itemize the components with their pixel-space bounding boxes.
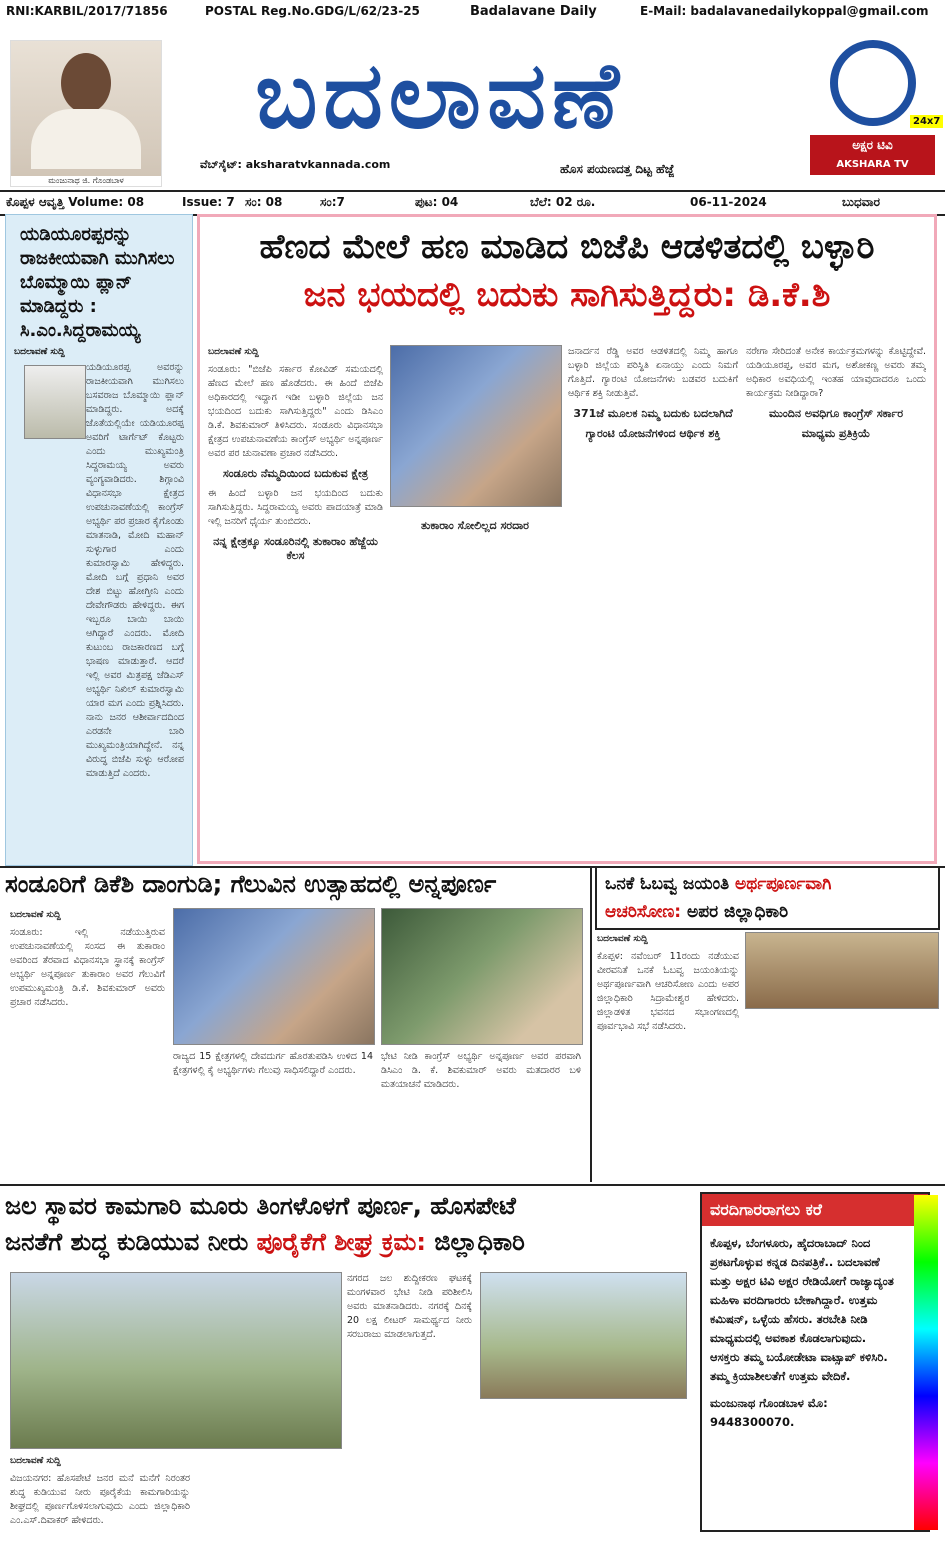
lead-subhead-2: ನನ್ನ ಕ್ಷೇತ್ರಕ್ಕೂ ಸಂಡೂರಿನಲ್ಲಿ ತುಕಾರಾಂ ಹೆಜ್ಜೆಯ ಕೆಲಸ <box>213 535 378 562</box>
paper-logo: ಬದಲಾವಣೆ <box>255 42 625 149</box>
photo-head <box>61 53 111 113</box>
lead-subhead-5: ಗ್ಯಾರಂಟಿ ಯೋಜನೆಗಳಿಂದ ಆರ್ಥಿಕ ಶಕ್ತಿ <box>585 427 721 440</box>
obavva-headline-part1: ಒನಕೆ ಓಬವ್ವ ಜಯಂತಿ <box>605 874 730 894</box>
lead-story <box>197 214 937 864</box>
date: 06-11-2024 <box>690 195 767 209</box>
obavva-byline: ಬದಲಾವಣೆ ಸುದ್ದಿ <box>597 934 648 944</box>
water-headline-line2a: ಜನತೆಗೆ ಶುದ್ಧ ಕುಡಿಯುವ ನೀರು <box>5 1228 249 1256</box>
sandur-story <box>5 908 585 1180</box>
sandur-byline: ಬದಲಾವಣೆ ಸುದ್ದಿ <box>10 910 61 920</box>
tv-logo-ring <box>830 40 916 126</box>
paper-name-en: Badalavane Daily <box>470 4 597 19</box>
lead-subhead-6: ಮುಂದಿನ ಅವಧಿಗೂ ಕಾಂಗ್ರೆಸ್ ಸರ್ಕಾರ <box>768 407 904 420</box>
sandur-photo-1 <box>173 908 375 1045</box>
siddaramaiah-photo <box>24 365 86 439</box>
reporter-wanted-ad <box>700 1192 930 1532</box>
price: ಬೆಲೆ: 02 ರೂ. <box>530 195 596 209</box>
postal-reg: POSTAL Reg.No.GDG/L/62/23-25 <box>205 4 420 18</box>
color-strip <box>914 1195 938 1530</box>
water-photo-2 <box>480 1272 687 1399</box>
lead-subhead-7: ಮಾಧ್ಯಮ ಪ್ರತಿಕ್ರಿಯೆ <box>801 427 871 440</box>
sam-number: ಸಂ: 08 <box>245 195 283 209</box>
divider-2 <box>590 866 592 1182</box>
water-story <box>5 1272 690 1537</box>
lead-subhead-3: ತುಕಾರಾಂ ಸೋಲಿಲ್ಲದ ಸರದಾರ <box>421 519 529 532</box>
lead-subhead-4: 371ಜೆ ಮೂಲಕ ನಿಮ್ಮ ಬದುಕು ಬದಲಾಗಿದೆ <box>573 407 733 420</box>
divider-3 <box>0 1184 945 1186</box>
editor-photo <box>10 40 162 187</box>
lead-col-3 <box>568 345 738 855</box>
lead-col-4 <box>746 345 926 855</box>
lead-headline-line2: ಜನ ಭಯದಲ್ಲಿ ಬದುಕು ಸಾಗಿಸುತ್ತಿದ್ದರು: ಡಿ.ಕೆ.ಶಿ <box>303 275 831 315</box>
obavva-body: ಕೊಪ್ಪಳ: ನವೆಂಬರ್ 11ರಂದು ನಡೆಯುವ ವೀರವನಿತೆ ಒನಕೆ ಓಬವ್ವ ಜಯಂತಿಯನ್ನು ಅರ್ಥಪೂರ್ಣವಾಗಿ ಆಚರಿಸೋಣ ಎಂದು ಅಪರ ಜಿಲ್ಲಾಧಿಕಾರಿ ಸಿದ್ರಾಮೇಶ್ವರ ಹೇಳಿದರು. ಜಿಲ್ಲಾಡಳಿತ ಭವನದ ಸಭಾಂಗಣದಲ್ಲಿ ಪೂರ್ವಭಾವಿ ಸಭೆ ನಡೆಸಿದರು. <box>597 951 739 1032</box>
dks-rally-photo <box>390 345 562 507</box>
masthead <box>0 40 945 192</box>
email: E-Mail: badalavanedailykoppal@gmail.com <box>640 4 929 18</box>
lead-col-1 <box>208 345 383 855</box>
sandur-body: ಸಂಡೂರು: ಇಲ್ಲಿ ನಡೆಯುತ್ತಿರುವ ಉಪಚುನಾವಣೆಯಲ್ಲಿ ಸಂಸದ ಈ ತುಕಾರಾಂ ಅವರಿಂದ ತೆರವಾದ ವಿಧಾನಸಭಾ ಸ್ಥಾನಕ್ಕೆ ಕಾಂಗ್ರೆಸ್ ಅಭ್ಯರ್ಥಿ ಅನ್ನಪೂರ್ಣ ತುಕಾರಾಂ ಅವರ ಗೆಲುವಿಗೆ ಉಪಮುಖ್ಯಮಂತ್ರಿ ಡಿ.ಕೆ. ಶಿವಕುಮಾರ್ ಅವರು ಪ್ರಚಾರ ನಡೆಸಿದರು. <box>10 927 165 1008</box>
water-body-2: ನಗರದ ಜಲ ಶುದ್ದೀಕರಣ ಘಟಕಕ್ಕೆ ಮಂಗಳವಾರ ಭೇಟಿ ನೀಡಿ ಪರಿಶೀಲಿಸಿ ಅವರು ಮಾತನಾಡಿದರು. ನಗರಕ್ಕೆ ದಿನಕ್ಕೆ 20 ಲಕ್ಷ ಲೀಟರ್ ಸಾಮರ್ಥ್ಯದ ನೀರು ಸರಬರಾಜು ಮಾಡಲಾಗುತ್ತದೆ. <box>347 1273 472 1340</box>
water-body: ವಿಜಯನಗರ: ಹೊಸಪೇಟೆ ಜನರ ಮನೆ ಮನೆಗೆ ನಿರಂತರ ಶುದ್ಧ ಕುಡಿಯುವ ನೀರು ಪೂರೈಕೆಯ ಕಾಮಗಾರಿಯನ್ನು ಶೀಘ್ರದಲ್ಲಿ ಪೂರ್ಣಗೊಳಿಸಲಾಗುವುದು ಎಂದು ಜಿಲ್ಲಾಧಿಕಾರಿ ಎಂ.ಎಸ್.ದಿವಾಕರ್ ಹೇಳಿದರು. <box>10 1473 190 1526</box>
tv-name-en: AKSHARA TV KANNADA <box>836 159 909 190</box>
left-story <box>5 214 193 866</box>
obavva-photo <box>745 932 939 1009</box>
obavva-story <box>595 932 940 1182</box>
sandur-body-2: ರಾಜ್ಯದ 15 ಕ್ಷೇತ್ರಗಳಲ್ಲಿ ದೇವದುರ್ಗ ಹೊರತುಪಡಿಸಿ ಉಳಿದ 14 ಕ್ಷೇತ್ರಗಳಲ್ಲಿ ಕೈ ಅಭ್ಯರ್ಥಿಗಳು ಗೆಲುವು ಸಾಧಿಸಲಿದ್ದಾರೆ ಎಂದರು. <box>173 1051 373 1076</box>
left-story-byline: ಬದಲಾವಣೆ ಸುದ್ದಿ <box>14 347 65 357</box>
ad-body: ಕೊಪ್ಪಳ, ಬೆಂಗಳೂರು, ಹೈದರಾಬಾದ್ ನಿಂದ ಪ್ರಕಟಗೊಳ್ಳುವ ಕನ್ನಡ ದಿನಪತ್ರಿಕೆ.. ಬದಲಾವಣೆ ಮತ್ತು ಅಕ್ಷರ ಟಿವಿ ಅಕ್ಷರ ರೇಡಿಯೋಗೆ ರಾಜ್ಯಾದ್ಯಂತ ಮಹಿಳಾ ವರದಿಗಾರರು ಬೇಕಾಗಿದ್ದಾರೆ. ಉತ್ತಮ ಕಮಿಷನ್, ಒಳ್ಳೆಯ ಹೆಸರು. ತರಬೇತಿ ನೀಡಿ ಮಾಧ್ಯಮದಲ್ಲಿ ಅವಕಾಶ ಕೊಡಲಾಗುವುದು. ಆಸಕ್ತರು ತಮ್ಮ ಬಯೋಡೇಟಾ ವಾಟ್ಸಾಪ್ ಕಳಿಸಿರಿ. ತಮ್ಮ ಕ್ರಿಯಾಶೀಲತೆಗೆ ಉತ್ತಮ ವೇದಿಕೆ. <box>710 1236 894 1383</box>
lead-col2-text: ಜನಾರ್ದನ ರೆಡ್ಡಿ ಅವರ ಆಡಳಿತದಲ್ಲಿ ನಿಮ್ಮ ಹಾಗೂ ಬಳ್ಳಾರಿ ಜಿಲ್ಲೆಯ ಪರಿಸ್ಥಿತಿ ಏನಾಯ್ತು ಎಂದು ನಿಮಗೆ ಗೊತ್ತಿದೆ. ಗ್ಯಾರಂಟಿ ಯೋಜನೆಗಳು ಬಡವರ ಬದುಕಿಗೆ ಆರ್ಥಿಕ ಶಕ್ತಿ ನೀಡುತ್ತಿವೆ. <box>568 346 738 399</box>
lead-col1-text: ಸಂಡೂರು: "ಬಿಜೆಪಿ ಸರ್ಕಾರ ಕೋವಿಡ್ ಸಮಯದಲ್ಲಿ ಹೆಣದ ಮೇಲೆ ಹಣ ಹೊಡೆದರು. ಈ ಹಿಂದೆ ಬಿಜೆಪಿ ಅಧಿಕಾರದಲ್ಲಿ ಇದ್ದಾಗ ಇಡೀ ಬಳ್ಳಾರಿ ಜಿಲ್ಲೆಯ ಜನ ಭಯದಿಂದ ಬದುಕು ಸಾಗಿಸುತ್ತಿದ್ದರು" ಎಂದು ಡಿಸಿಎಂ ಡಿ.ಕೆ. ಶಿವಕುಮಾರ್ ತಿಳಿಸಿದರು. ಸಂಡೂರು ವಿಧಾನಸಭಾ ಕ್ಷೇತ್ರದ ಉಪಚುನಾವಣೆಯ ಕಾಂಗ್ರೆಸ್ ಅಭ್ಯರ್ಥಿ ಅನ್ನಪೂರ್ಣ ಅವರ ಪರ ಚುನಾವಣಾ ಪ್ರಚಾರ ನಡೆಸಿದರು. <box>208 364 383 459</box>
water-photo-1 <box>10 1272 342 1449</box>
tagline: ಹೊಸ ಪಯಣದತ್ತ ದಿಟ್ಟ ಹೆಜ್ಜೆ <box>560 162 675 176</box>
edition: ಕೊಪ್ಪಳ ಆವೃತ್ತಿ Volume: 08 <box>6 195 145 209</box>
sandur-photo-2 <box>381 908 583 1045</box>
ad-contact: ಮಂಜುನಾಥ ಗೊಂಡಬಾಳ ಮೊ: 9448300070. <box>710 1396 828 1429</box>
tv-badge <box>810 135 935 190</box>
sam-number-2: ಸಂ:7 <box>320 195 345 209</box>
ad-header: ವರದಿಗಾರರಾಗಲು ಕರೆ <box>702 1194 928 1226</box>
lead-col1b-text: ಈ ಹಿಂದೆ ಬಳ್ಳಾರಿ ಜನ ಭಯದಿಂದ ಬದುಕು ಸಾಗಿಸುತ್ತಿದ್ದರು. ಸಿದ್ದರಾಮಯ್ಯ ಅವರು ಪಾದಯಾತ್ರೆ ಮಾಡಿ ಇಲ್ಲಿ ಜನರಿಗೆ ಧೈರ್ಯ ತುಂಬಿದರು. <box>208 488 383 527</box>
water-byline: ಬದಲಾವಣೆ ಸುದ್ದಿ <box>10 1456 61 1466</box>
photo-caption: ಮಂಜುನಾಥ ಜಿ. ಗೊಂಡಬಾಳ <box>11 176 161 186</box>
lead-col-2 <box>390 513 560 858</box>
water-headline-line2b: ಜಿಲ್ಲಾಧಿಕಾರಿ <box>434 1228 525 1256</box>
issue-info-bar <box>0 190 945 216</box>
pages: ಪುಟ: 04 <box>415 195 459 209</box>
lead-col3-text: ನರೇಗಾ ಸೇರಿದಂತೆ ಅನೇಕ ಕಾರ್ಯಕ್ರಮಗಳನ್ನು ಕೊಟ್ಟಿದ್ದೇವೆ. ಯಡಿಯೂರಪ್ಪ, ಅವರ ಮಗ, ಅಶೋಕಣ್ಣ ಅವರು ತಮ್ಮ ಅಧಿಕಾರ ಅವಧಿಯಲ್ಲಿ ಇಂತಹ ಯಾವುದಾದರೂ ಒಂದು ಕಾರ್ಯಕ್ರಮ ನೀಡಿದ್ದಾರಾ? <box>746 346 926 399</box>
sandur-body-3: ಭೇಟಿ ನೀಡಿ ಕಾಂಗ್ರೆಸ್ ಅಭ್ಯರ್ಥಿ ಅನ್ನಪೂರ್ಣ ಅವರ ಪರವಾಗಿ ಡಿಸಿಎಂ ಡಿ. ಕೆ. ಶಿವಕುಮಾರ್ ಅವರು ಮತದಾರರ ಬಳಿ ಮತಯಾಚನೆ ಮಾಡಿದರು. <box>381 1051 581 1090</box>
akshara-tv-logo <box>790 40 941 190</box>
obavva-headline <box>595 866 940 930</box>
obavva-headline-red2: ಆಚರಿಸೋಣ: <box>605 902 682 922</box>
website: ವೆಬ್‌ಸೈಟ್: aksharatvkannada.com <box>200 158 391 171</box>
lead-headline-line1: ಹೆಣದ ಮೇಲೆ ಹಣ ಮಾಡಿದ ಬಿಜೆಪಿ ಆಡಳಿತದಲ್ಲಿ ಬಳ್ಳಾರಿ <box>259 227 875 267</box>
rni-number: RNI:KARBIL/2017/71856 <box>6 4 168 18</box>
tv-name-kn: ಅಕ್ಷರ ಟಿವಿ <box>852 138 893 152</box>
sandur-headline: ಸಂಡೂರಿಗೆ ಡಿಕೆಶಿ ದಾಂಗುಡಿ; ಗೆಲುವಿನ ಉತ್ಸಾಹದಲ್ಲಿ ಅನ್ನಪೂರ್ಣ <box>5 870 497 898</box>
issue: Issue: 7 <box>182 195 235 209</box>
obavva-headline-part2: ಅಪರ ಜಿಲ್ಲಾಧಿಕಾರಿ <box>687 902 789 922</box>
left-story-body: ಯಡಿಯೂರಪ್ಪ ಅವರನ್ನು ರಾಜಕೀಯವಾಗಿ ಮುಗಿಸಲು ಬಸವರಾಜ ಬೊಮ್ಮಾಯಿ ಪ್ಲಾನ್ ಮಾಡಿದ್ದರು. ಅದಕ್ಕೆ ಜೊತೆಯಲ್ಲಿಯೇ ಯಡಿಯೂರಪ್ಪ ಅವರಿಗೆ ಟಾರ್ಗೆಟ್ ಕೊಟ್ಟರು ಎಂದು ಮುಖ್ಯಮಂತ್ರಿ ಸಿದ್ದರಾಮಯ್ಯ ಅವರು ವ್ಯಂಗ್ಯವಾಡಿದರು. ಶಿಗ್ಗಾಂವಿ ವಿಧಾನಸಭಾ ಕ್ಷೇತ್ರದ ಉಪಚುನಾವಣೆಯಲ್ಲಿ ಕಾಂಗ್ರೆಸ್ ಅಭ್ಯರ್ಥಿ ಪರ ಪ್ರಚಾರ ಕೈಗೊಂಡು ಮಾತನಾಡಿ, ಮೋದಿ ಮಹಾನ್ ಸುಳ್ಳುಗಾರ ಎಂದು ಕುಮಾರಸ್ವಾಮಿ ಹೇಳಿದ್ದರು. ಮೋದಿ ಬಗ್ಗೆ ಪ್ರಧಾನಿ ಅವರ ದೇಶ ಬಿಟ್ಟು ಹೋಗ್ತೀನಿ ಎಂದು ದೇವೇಗೌಡರು ಹೇಳಿದ್ದರು. ಈಗ ಇಬ್ಬರೂ ಬಾಯಿ ಬಾಯಿ ಆಗಿದ್ದಾರೆ ಎಂದರು. ಮೋದಿ ಕುಟುಂಬ ರಾಜಕಾರಣದ ಬಗ್ಗೆ ಭಾಷಣ ಮಾಡುತ್ತಾರೆ. ಆದರೆ ಇಲ್ಲಿ ಅವರ ಮಿತ್ರಪಕ್ಷ ಜೆಡಿಎಸ್ ಅಭ್ಯರ್ಥಿ ನಿಖಿಲ್ ಕುಮಾರಸ್ವಾಮಿ ಯಾರ ಮಗ ಎಂದು ಪ್ರಶ್ನಿಸಿದರು. ನಾನು ಜನರ ಆಶೀರ್ವಾದದಿಂದ ಎರಡನೇ ಬಾರಿ ಮುಖ್ಯಮಂತ್ರಿಯಾಗಿದ್ದೇನೆ. ನನ್ನ ವಿರುದ್ಧ ಬಿಜೆಪಿ ಸುಳ್ಳು ಆರೋಪ ಮಾಡುತ್ತಿದೆ ಎಂದರು. <box>86 362 184 779</box>
divider-1 <box>0 866 945 868</box>
sandur-col-1 <box>10 908 165 1178</box>
left-story-headline: ಯಡಿಯೂರಪ್ಪರನ್ನು ರಾಜಕೀಯವಾಗಿ ಮುಗಿಸಲು ಬೊಮ್ಮಾಯಿ ಪ್ಲಾನ್ ಮಾಡಿದ್ದರು : ಸಿ.ಎಂ.ಸಿದ್ದರಾಮಯ್ಯ <box>20 224 175 341</box>
lead-byline: ಬದಲಾವಣೆ ಸುದ್ದಿ <box>208 347 259 357</box>
top-bar <box>0 0 945 40</box>
lead-subhead-1: ಸಂಡೂರು ನೆಮ್ಮದಿಯಿಂದ ಬದುಕುವ ಕ್ಷೇತ್ರ <box>222 467 369 480</box>
day: ಬುಧವಾರ <box>842 195 880 209</box>
water-headline-red: ಪೂರೈಕೆಗೆ ಶೀಘ್ರ ಕ್ರಮ: <box>256 1228 426 1256</box>
obavva-col <box>597 932 739 1180</box>
water-headline-line1: ಜಲ ಸ್ಥಾವರ ಕಾಮಗಾರಿ ಮೂರು ತಿಂಗಳೊಳಗೆ ಪೂರ್ಣ, ಹೊಸಪೇಟೆ <box>5 1192 516 1220</box>
water-headline <box>5 1188 690 1268</box>
photo-body <box>31 109 141 169</box>
obavva-headline-red1: ಅರ್ಥಪೂರ್ಣವಾಗಿ <box>735 874 832 894</box>
tv-247: 24x7 <box>910 115 943 128</box>
water-col-1 <box>10 1454 190 1534</box>
